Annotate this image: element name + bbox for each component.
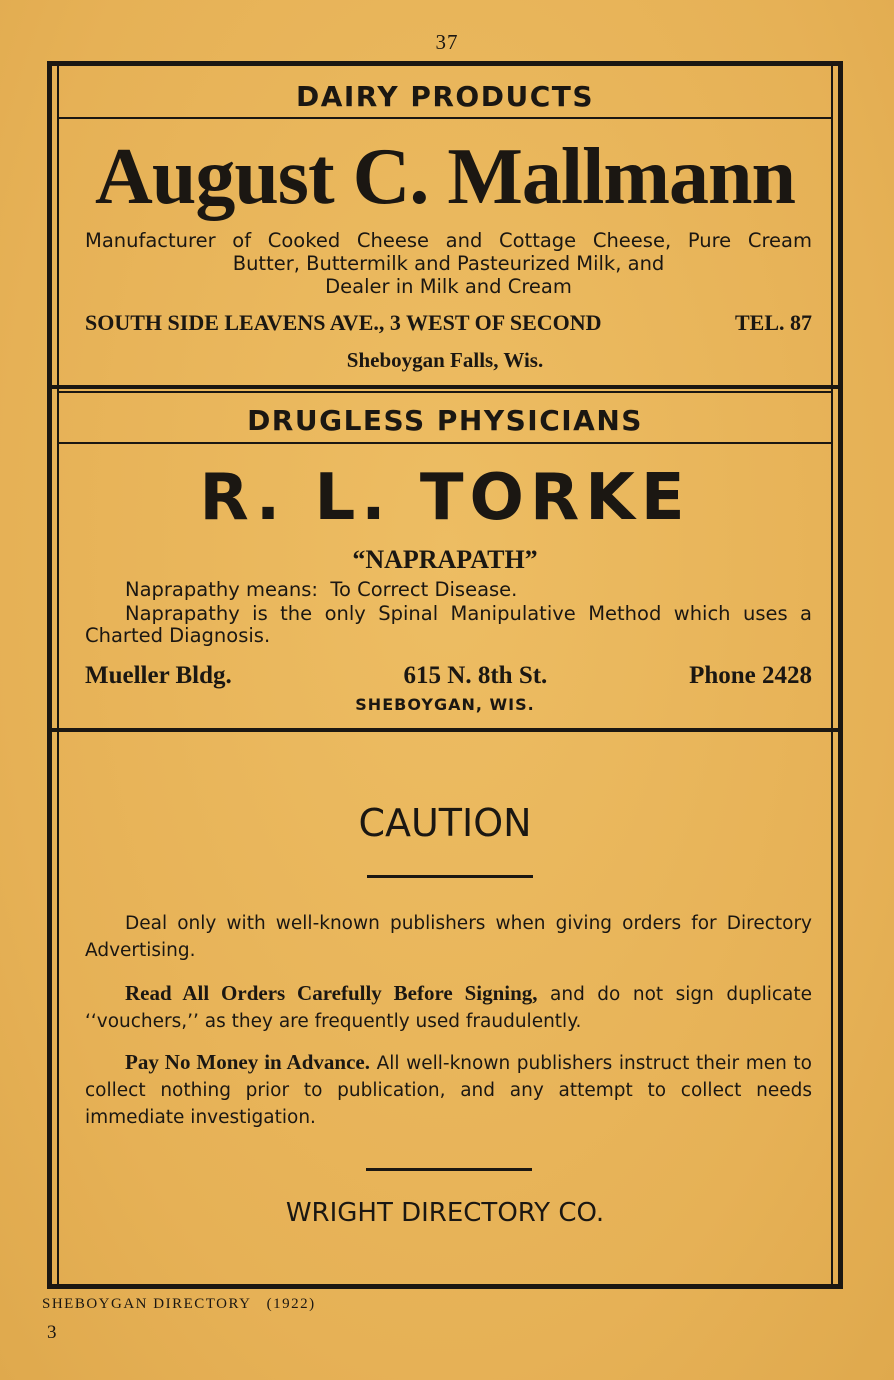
- caution-paragraph-1: Deal only with well-known publishers when giving orders for Directory Advertising.: [85, 913, 812, 961]
- torke-street: 615 N. 8th St.: [403, 662, 548, 689]
- dairy-description-line2: Butter, Buttermilk and Pasteurized Milk, and: [232, 252, 665, 275]
- caution-notice: [52, 731, 838, 1284]
- torke-building: Mueller Bldg.: [85, 662, 232, 689]
- naprapathy-line1: Naprapathy means: To Correct Disease.: [125, 578, 518, 601]
- caution-title-rule: [367, 875, 533, 878]
- drugless-physicians-ad: [52, 388, 838, 731]
- dairy-ad: [52, 66, 838, 388]
- dairy-description-line3: Dealer in Milk and Cream: [325, 275, 572, 298]
- naprapath-subtitle: “NAPRAPATH”: [352, 545, 538, 574]
- dairy-company-name: August C. Mallmann: [95, 133, 795, 221]
- caution-paragraph-3-emphasis: Pay No Money in Advance.: [125, 1050, 370, 1074]
- drugless-category-heading: DRUGLESS PHYSICIANS: [247, 404, 643, 437]
- torke-name: R. L. TORKE: [199, 461, 691, 535]
- signature-number: 3: [47, 1322, 58, 1343]
- drugless-heading-rule: [58, 442, 832, 444]
- dairy-city: Sheboygan Falls, Wis.: [346, 348, 544, 372]
- dairy-heading-rule: [58, 117, 832, 119]
- torke-contact-row: [85, 662, 812, 690]
- caution-title: CAUTION: [358, 801, 532, 845]
- caution-paragraph-3: [85, 1049, 812, 1131]
- dairy-telephone: TEL. 87: [734, 310, 812, 335]
- torke-city: SHEBOYGAN, WIS.: [355, 695, 535, 714]
- caution-paragraph-2-text: and do not sign duplicate ‘‘vouchers,’’ as they are frequently used fraudulently.: [85, 984, 812, 1032]
- dairy-address: SOUTH SIDE LEAVENS AVE., 3 WEST OF SECOND: [85, 310, 602, 335]
- advertisement-frame: [47, 61, 843, 1289]
- caution-signature: WRIGHT DIRECTORY CO.: [285, 1198, 605, 1228]
- dairy-description-line1: Manufacturer of Cooked Cheese and Cottage Cheese, Pure Cream: [85, 229, 812, 252]
- caution-paragraph-2: [85, 980, 812, 1035]
- torke-phone: Phone 2428: [689, 662, 812, 689]
- signature-rule: [366, 1168, 532, 1171]
- page-number: 37: [435, 30, 459, 54]
- naprapathy-line3: Charted Diagnosis.: [85, 624, 271, 647]
- dairy-category-heading: DAIRY PRODUCTS: [295, 80, 595, 113]
- caution-paragraph-2-emphasis: Read All Orders Carefully Before Signing,: [125, 981, 538, 1005]
- naprapathy-line2: Naprapathy is the only Spinal Manipulative Method which uses a: [125, 602, 812, 625]
- directory-caption: SHEBOYGAN DIRECTORY (1922): [42, 1296, 316, 1312]
- dairy-address-row: [85, 310, 812, 336]
- caution-paragraph-3-text: All well-known publishers instruct their men to collect nothing prior to publication, and any attempt to collect needs immediate investigation.: [85, 1053, 812, 1128]
